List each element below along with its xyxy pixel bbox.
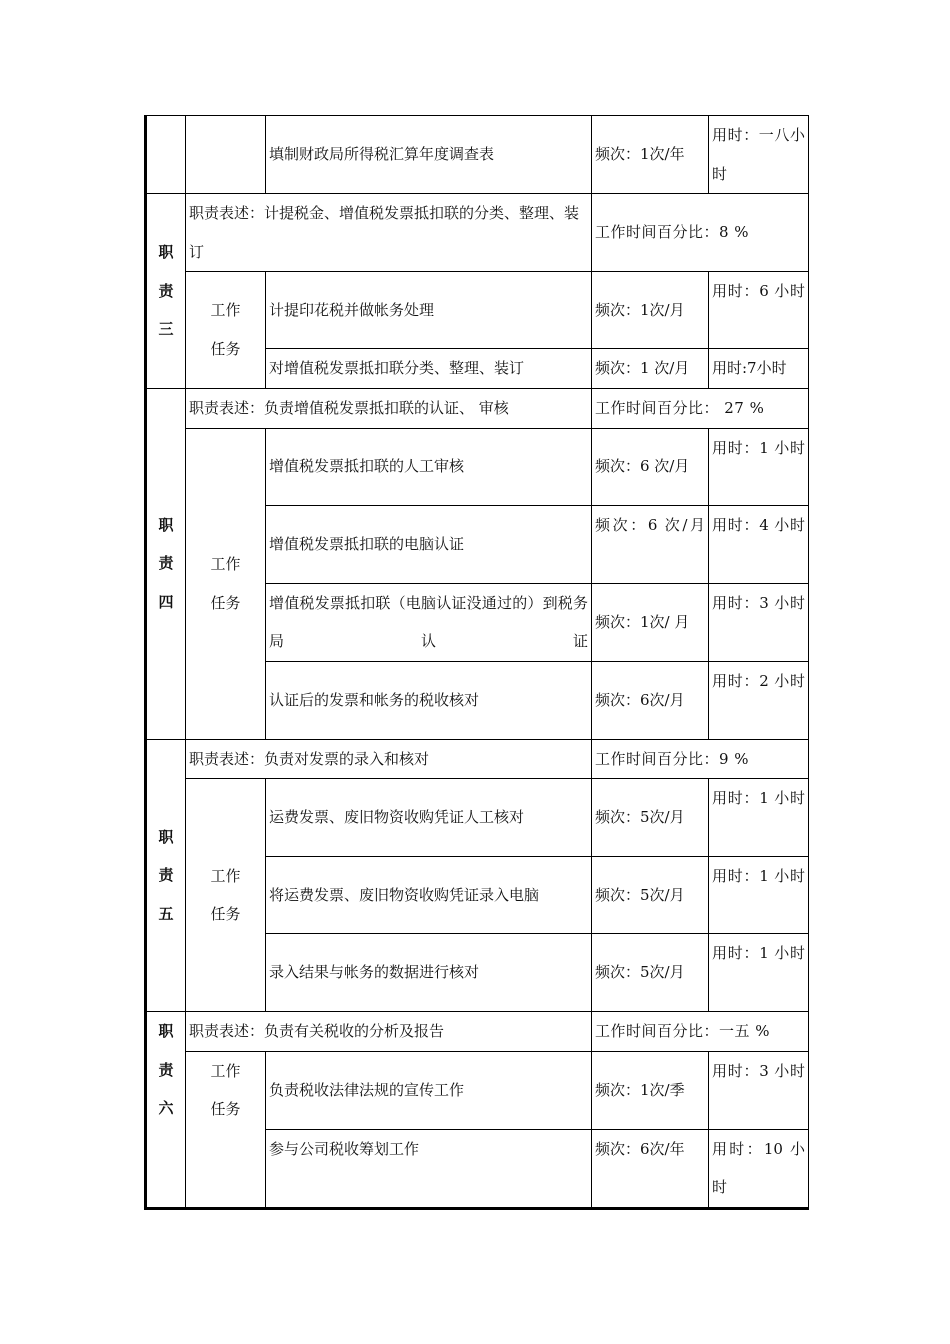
task-name: 增值税发票抵扣联的电脑认证 bbox=[266, 505, 592, 583]
task-name: 运费发票、废旧物资收购凭证人工核对 bbox=[266, 779, 592, 857]
task-name: 填制财政局所得税汇算年度调查表 bbox=[266, 116, 592, 194]
table-row bbox=[146, 1012, 809, 1052]
task-label-cell bbox=[186, 116, 266, 194]
job-duty-table bbox=[144, 115, 809, 1210]
table-row bbox=[146, 194, 809, 272]
work-task-label: 工作 任务 bbox=[186, 428, 266, 739]
task-name: 增值税发票抵扣联的人工审核 bbox=[266, 428, 592, 505]
task-frequency: 频次：6 次/月 bbox=[592, 505, 709, 583]
task-frequency: 频次：6次/年 bbox=[592, 1129, 709, 1208]
duty-4-description: 职责表述：负责增值税发票抵扣联的认证、 审核 bbox=[186, 388, 592, 428]
task-name: 认证后的发票和帐务的税收核对 bbox=[266, 661, 592, 739]
task-frequency: 频次：5次/月 bbox=[592, 857, 709, 934]
task-time: 用时：1 小时 bbox=[709, 428, 809, 505]
task-time: 用时：3 小时 bbox=[709, 1051, 809, 1129]
task-frequency: 频次：6次/月 bbox=[592, 661, 709, 739]
task-frequency: 频次：6 次/月 bbox=[592, 428, 709, 505]
table-row bbox=[146, 272, 809, 349]
table-row bbox=[146, 779, 809, 857]
duty-3-label: 职 责 三 bbox=[146, 194, 186, 389]
duty-6-percentage: 工作时间百分比：一五 % bbox=[592, 1012, 809, 1052]
task-time: 用时：4 小时 bbox=[709, 505, 809, 583]
task-time: 用时:7小时 bbox=[709, 349, 809, 389]
task-time: 用时：1 小时 bbox=[709, 934, 809, 1012]
task-time: 用时：10 小时 bbox=[709, 1129, 809, 1208]
duty-5-description: 职责表述：负责对发票的录入和核对 bbox=[186, 739, 592, 779]
task-name: 增值税发票抵扣联（电脑认证没通过的）到税务局认证 bbox=[266, 583, 592, 661]
task-time: 用时：1 小时 bbox=[709, 857, 809, 934]
duty-6-description: 职责表述：负责有关税收的分析及报告 bbox=[186, 1012, 592, 1052]
task-name: 录入结果与帐务的数据进行核对 bbox=[266, 934, 592, 1012]
table-row bbox=[146, 388, 809, 428]
table-row bbox=[146, 1051, 809, 1129]
duty-3-description: 职责表述：计提税金、增值税发票抵扣联的分类、整理、装订 bbox=[186, 194, 592, 272]
task-frequency: 频次：1次/季 bbox=[592, 1051, 709, 1129]
duty-5-label: 职 责 五 bbox=[146, 739, 186, 1012]
task-name: 对增值税发票抵扣联分类、整理、装订 bbox=[266, 349, 592, 389]
task-frequency: 频次：1次/月 bbox=[592, 272, 709, 349]
duty-3-percentage: 工作时间百分比：8 % bbox=[592, 194, 809, 272]
task-time: 用时：3 小时 bbox=[709, 583, 809, 661]
duty-4-label: 职 责 四 bbox=[146, 388, 186, 739]
duty-6-label: 职 责 六 bbox=[146, 1012, 186, 1209]
task-name: 将运费发票、废旧物资收购凭证录入电脑 bbox=[266, 857, 592, 934]
task-frequency: 频次：1次/年 bbox=[592, 116, 709, 194]
work-task-label: 工作 任务 bbox=[186, 1051, 266, 1208]
duty-label-cell bbox=[146, 116, 186, 194]
task-frequency: 频次：5次/月 bbox=[592, 779, 709, 857]
work-task-label: 工作 任务 bbox=[186, 272, 266, 389]
task-time: 用时：6 小时 bbox=[709, 272, 809, 349]
task-name: 参与公司税收筹划工作 bbox=[266, 1129, 592, 1208]
task-time: 用时：2 小时 bbox=[709, 661, 809, 739]
task-name: 负责税收法律法规的宣传工作 bbox=[266, 1051, 592, 1129]
task-time: 用时：1 小时 bbox=[709, 779, 809, 857]
table-row bbox=[146, 739, 809, 779]
task-time: 用时：一八小时 bbox=[709, 116, 809, 194]
table-row bbox=[146, 428, 809, 505]
task-frequency: 频次：1次/ 月 bbox=[592, 583, 709, 661]
task-frequency: 频次：1 次/月 bbox=[592, 349, 709, 389]
task-name: 计提印花税并做帐务处理 bbox=[266, 272, 592, 349]
duty-5-percentage: 工作时间百分比：9 % bbox=[592, 739, 809, 779]
duty-4-percentage: 工作时间百分比： 27 % bbox=[592, 388, 809, 428]
work-task-label: 工作 任务 bbox=[186, 779, 266, 1012]
table-row bbox=[146, 116, 809, 194]
task-frequency: 频次：5次/月 bbox=[592, 934, 709, 1012]
